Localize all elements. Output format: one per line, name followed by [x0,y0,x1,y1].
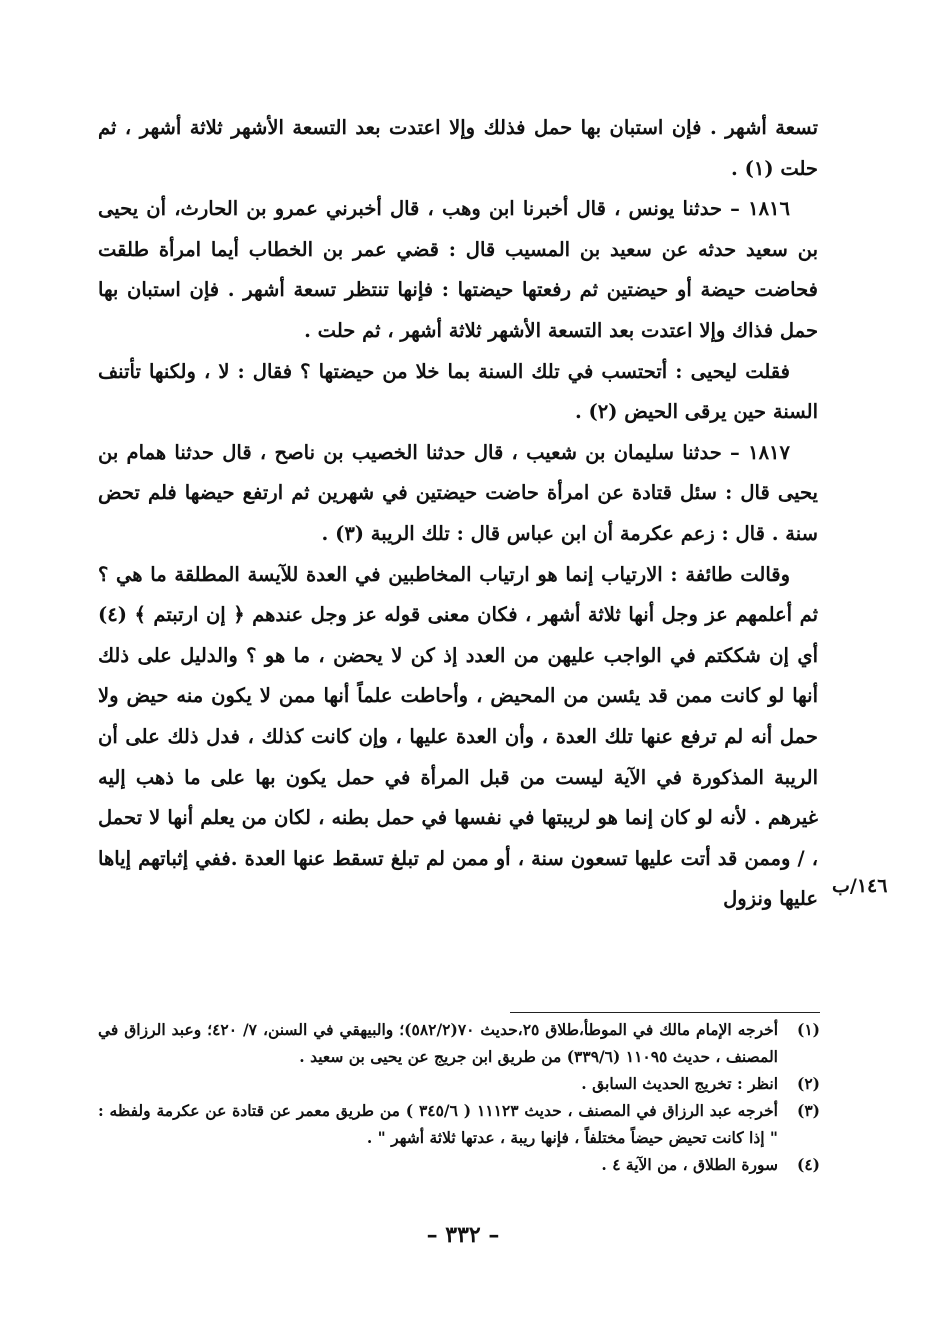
manuscript-folio-note: ١٤٦/ب [832,875,888,897]
footnote [98,1070,820,1097]
paragraph-1: تسعة أشهر . فإن استبان بها حمل فذلك وإلا اعتدت بعد التسعة الأشهر ثلاثة أشهر ، ثم حلت (١) . [98,116,818,180]
footnote-divider [510,1012,820,1013]
footnote-number: (١) [796,1020,820,1039]
footnote-text: أخرجه عبد الرزاق في المصنف ، حديث ١١١٢٣ ( ٣٤٥/٦ ) من طريق معمر عن قتادة عن عكرمة ولفظه : " إذا كانت تحيض حيضاً مختلفاً ، فإنها ريبة ، عدتها ثلاثة أشهر " . [98,1101,778,1147]
footnote-text: انظر : تخريج الحديث السابق . [581,1074,778,1093]
footnote-text: أخرجه الإمام مالك في الموطأ،طلاق ٢٥،حديث ٧٠(٥٨٢/٢)؛ والبيهقي في السنن، ٧/ ٤٢٠؛ وعبد الرزاق في المصنف ، حديث ١١٠٩٥ (٣٣٩/٦) من طريق ابن جريج عن يحيى بن سعيد . [98,1020,779,1066]
paragraph-3: فقلت ليحيى : أتحتسب في تلك السنة بما خلا من حيضتها ؟ فقال : لا ، ولكنها تأتنف السنة حين يرقى الحيض (٢) . [98,359,818,424]
footnote [98,1097,820,1151]
footnote-number: (٤) [796,1155,820,1174]
footnote [98,1151,820,1178]
paragraph-4: ١٨١٧ – حدثنا سليمان بن شعيب ، قال حدثنا الخصيب بن ناصح ، قال حدثنا همام بن يحيى قال : سئل قتادة عن امرأة حاضت حيضتين في شهرين ثم ارتفع حيضها فلم تحض سنة . قال : زعم عكرمة أن ابن عباس قال : تلك الريبة (٣) . [98,440,818,545]
paragraph-5: وقالت طائفة : الارتياب إنما هو ارتياب المخاطبين في العدة للآيسة المطلقة ما هي ؟ ثم أعلمهم عز وجل أنها ثلاثة أشهر ، فكان معنى قوله عز وجل عندهم ﴿ إن ارتبتم ﴾ (٤) أي إن شككتم في الواجب عليهن من العدد إذ كن لا يحضن ، ما هو ؟ والدليل على ذلك أنها لو كانت ممن قد يئسن من المحيض ، وأحاطت علماً أنها ممن لا يكون منه حيض ولا حمل أنه لم ترفع عنها تلك العدة ، وأن العدة عليها ، وإن كانت كذلك ، فدل ذلك على أن الريبة المذكورة في الآية ليست من قبل المرأة في حمل يكون بها على ما ذهب إليه غيرهم . لأنه لو كان إنما هو لريبتها في نفسها في حمل بطنه ، لكان من يعلم أنها لا تحمل ، / وممن قد أتت عليها تسعون سنة ، أو ممن لم تبلغ تسقط عنها العدة .ففي إثباتهم إياها عليها ونزول [98,562,818,911]
footnote [98,1016,820,1070]
footnote-number: (٣) [796,1101,820,1120]
paragraph-2: ١٨١٦ – حدثنا يونس ، قال أخبرنا ابن وهب ، قال أخبرني عمرو بن الحارث، أن يحيى بن سعيد حدثه عن سعيد بن المسيب قال : قضي عمر بن الخطاب أيما امرأة طلقت فحاضت حيضة أو حيضتين ثم رفعتها حيضتها : فإنها تنتظر تسعة أشهر . فإن استبان بها حمل فذاك وإلا اعتدت بعد التسعة الأشهر ثلاثة أشهر ، ثم حلت . [98,197,818,342]
main-text [98,108,818,920]
page-number: – ٣٣٢ – [426,1222,500,1248]
footnote-number: (٢) [796,1074,820,1093]
footnote-text: سورة الطلاق ، من الآية ٤ . [601,1155,778,1174]
footnotes [98,1016,820,1178]
